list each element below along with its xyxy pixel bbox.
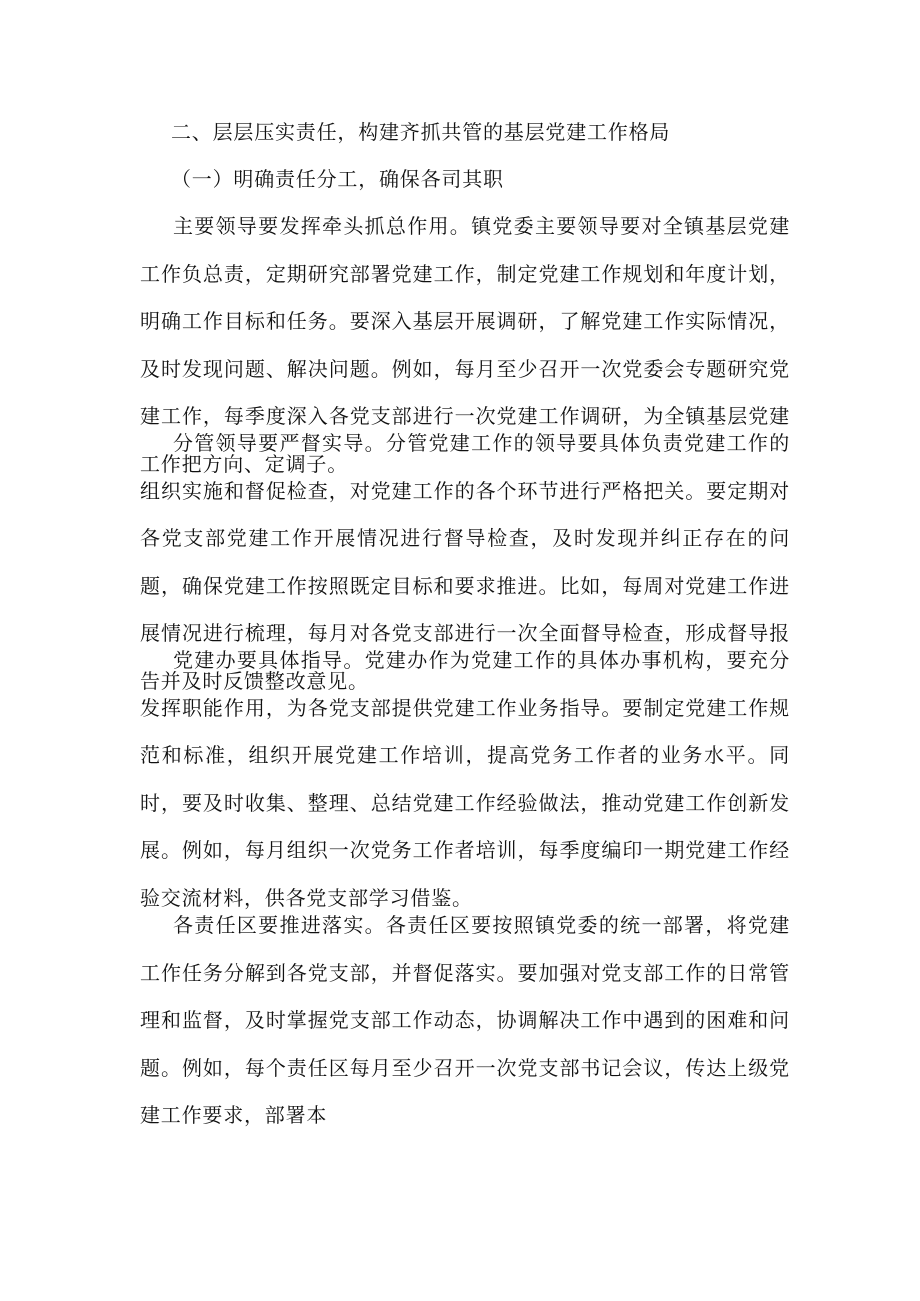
paragraph-main-leaders: 主要领导要发挥牵头抓总作用。镇党委主要领导要对全镇基层党建工作负总责，定期研究部署党建工作，制定党建工作规划和年度计划，明确工作目标和任务。要深入基层开展调研，了解党建工作实际情况，及时发现问题、解决问题。例如，每月至少召开一次党委会专题研究党建工作，每季度深入各党支部进行一次党建工作调研，为全镇基层党建工作把方向、定调子。 xyxy=(140,214,790,476)
subsection-heading: （一）明确责任分工，确保各司其职 xyxy=(171,167,504,191)
section-heading: 二、层层压实责任，构建齐抓共管的基层党建工作格局 xyxy=(171,120,671,144)
paragraph-supervising-leaders: 分管领导要严督实导。分管党建工作的领导要具体负责党建工作的组织实施和督促检查，对党建工作的各个环节进行严格把关。要定期对各党支部党建工作开展情况进行督导检查，及时发现并纠正存在的问题，确保党建工作按照既定目标和要求推进。比如，每周对党建工作进展情况进行梳理，每月对各党支部进行一次全面督导检查，形成督导报告并及时反馈整改意见。 xyxy=(140,431,790,693)
paragraph-responsibility-zones: 各责任区要推进落实。各责任区要按照镇党委的统一部署，将党建工作任务分解到各党支部，并督促落实。要加强对党支部工作的日常管理和监督，及时掌握党支部工作动态，协调解决工作中遇到的困难和问题。例如，每个责任区每月至少召开一次党支部书记会议，传达上级党建工作要求，部署本 xyxy=(140,913,790,1127)
paragraph-party-office: 党建办要具体指导。党建办作为党建工作的具体办事机构，要充分发挥职能作用，为各党支部提供党建工作业务指导。要制定党建工作规范和标准，组织开展党建工作培训，提高党务工作者的业务水平。同时，要及时收集、整理、总结党建工作经验做法，推动党建工作创新发展。例如，每月组织一次党务工作者培训，每季度编印一期党建工作经验交流材料，供各党支部学习借鉴。 xyxy=(140,648,790,910)
